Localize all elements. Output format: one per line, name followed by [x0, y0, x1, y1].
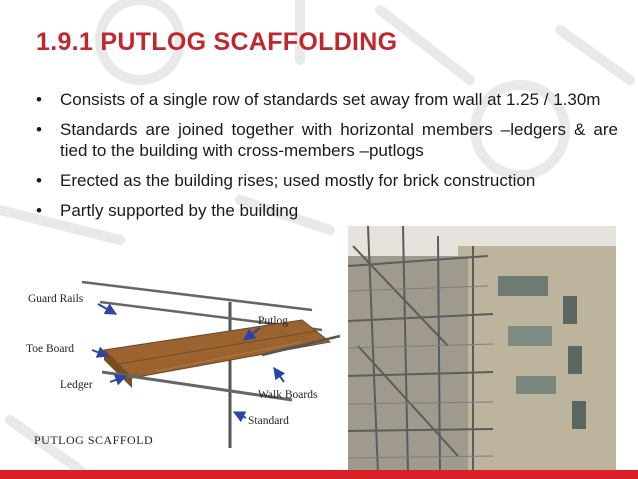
bullet-text: Standards are joined together with horizontal members –ledgers & are tied to the building with cross-members –putlogs — [60, 120, 618, 160]
bullet-text: Erected as the building rises; used mostly for brick construction — [60, 171, 536, 190]
label-standard: Standard — [248, 415, 289, 427]
bullet-item — [36, 89, 618, 110]
scaffold-building-photo — [348, 226, 616, 474]
bottom-accent-bar — [0, 470, 638, 479]
bullet-text: Consists of a single row of standards set away from wall at 1.25 / 1.30m — [60, 90, 601, 109]
walk-boards — [104, 320, 330, 378]
bullet-item — [36, 170, 618, 191]
label-ledger: Ledger — [60, 379, 93, 391]
walk-boards-arrow — [274, 368, 284, 382]
bullet-icon: • — [36, 120, 42, 139]
putlog-scaffold-diagram — [22, 280, 352, 455]
label-guard-rails: Guard Rails — [28, 293, 84, 305]
label-toe-board: Toe Board — [26, 343, 75, 355]
standard-arrow — [234, 412, 246, 418]
bullet-item — [36, 119, 618, 161]
bullet-item — [36, 200, 618, 221]
bullet-list — [36, 89, 618, 230]
bullet-icon: • — [36, 171, 42, 190]
bullet-icon: • — [36, 90, 42, 109]
slide-title: 1.9.1 PUTLOG SCAFFOLDING — [36, 28, 398, 56]
bullet-icon: • — [36, 201, 42, 220]
label-walk-boards: Walk Boards — [258, 389, 318, 401]
diagram-caption: PUTLOG SCAFFOLD — [34, 433, 154, 447]
bullet-text: Partly supported by the building — [60, 201, 299, 220]
guard-rail-upper — [82, 282, 312, 310]
label-putlog: Putlog — [258, 315, 289, 327]
guard-rails-arrow — [98, 304, 116, 314]
